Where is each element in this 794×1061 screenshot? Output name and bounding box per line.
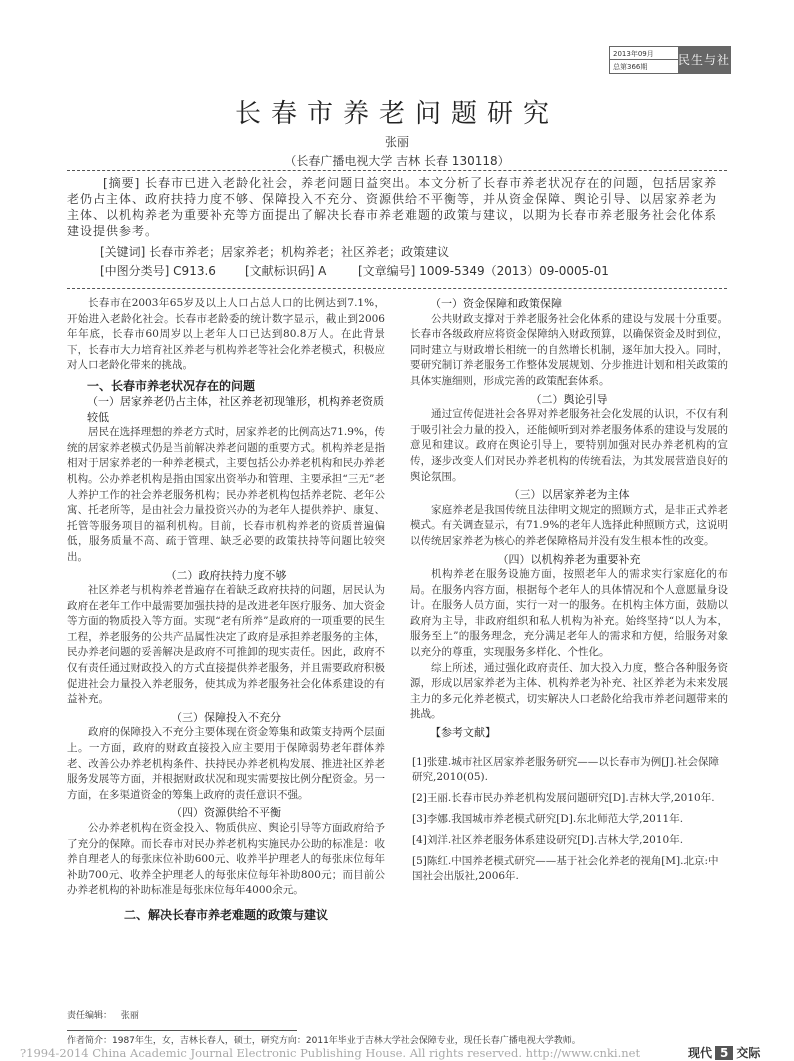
abstract: [摘要] 长春市已进入老龄化社会，养老问题日益突出。本文分析了长春市养老状况存在的问题，包括居家养老仍占主体、政府扶持力度不够、保障投入不充分、资源供给不平衡等，并从资金保障、舆论引导、以居家养老为主体、以机构养老为重要补充等方面提出了解决长春市养老难题的政策与建议，以期为长春市养老服务社会化体系建设提供参考。 — [67, 176, 718, 238]
references-heading: 【参考文献】 — [430, 726, 496, 740]
section2-heading: 二、解决长春市养老难题的政策与建议 — [123, 907, 328, 922]
divider-bottom — [67, 288, 727, 289]
copyright-line: ?1994-2014 China Academic Journal Electronic Publishing House. All rights reserved. http://www.cnki.net — [20, 1046, 641, 1060]
r-sub2-paragraph: 通过宣传促进社会各界对养老服务社会化发展的认识，不仅有利于吸引社会力量的投入，还能倾听到对养老服务体系的建设与发展的意见和建议。政府在舆论引导上，要特别加强对民办养老机构的宣传，逐步改变人们对民办养老机构的传统看法，为其发展营造良好的舆论氛围。 — [410, 408, 728, 483]
article-number: [文章编号] 1009-5349（2013）09-0005-01 — [358, 264, 609, 278]
sub1-heading: （一）居家养老仍占主体，社区养老初现雏形，机构养老资质较低 — [87, 394, 384, 424]
reference-list — [410, 755, 728, 884]
author-affiliation: （长春广播电视大学 吉林 长春 130118） — [284, 154, 510, 168]
sub1-paragraph: 居民在选择理想的养老方式时，居家养老的比例高达71.9%，传统的居家养老模式仍是当前解决养老问题的重要方式。机构养老是指相对于居家养老的一种养老模式，主要包括公办养老机构和民办养老机构。公办养老机构是指由国家出资举办和管理、主要承担“三无”老人养护工作的社会养老服务机构；民办养老机构包括养老院、老年公寓、托老所等，是由社会力量投资兴办的为老年人提供养护、康复、托管等服务项目的福利机构。目前，长春市机构养老的资质普遍偏低，服务质量不高、疏于管理、缺乏必要的政策扶持等问题比较突出。 — [67, 426, 385, 563]
journal-name-right: 交际 — [736, 1046, 761, 1060]
editor-line — [67, 1008, 139, 1021]
classification-code: [中图分类号] C913.6 — [100, 264, 216, 278]
left-column — [67, 296, 385, 923]
document-code: [文献标识码] A — [245, 264, 327, 278]
page-number: 5 — [715, 1046, 733, 1060]
right-column — [410, 296, 728, 884]
sub2-heading: （二）政府扶持力度不够 — [165, 568, 287, 582]
footnote-rule — [67, 1030, 297, 1031]
sub2-paragraph: 社区养老与机构养老普遍存在着缺乏政府扶持的问题，居民认为政府在老年工作中最需要加强扶持的是改进老年医疗服务、加大资金等方面的物质投入等方面。实现“老有所养”是政府的一项重要的民生工程，养老服务的公共产品属性决定了政府是承担养老服务的主体，民办养老问题的妥善解决是政府不可推卸的现实责任。因此，政府不仅有责任通过财政投入的方式直接提供养老服务，并且需要政府积极促进社会力量投入养老服务，使其成为养老服务社会化体系建设的有益补充。 — [67, 584, 385, 706]
reference-item: [3]李娜.我国城市养老模式研究[D].东北师范大学,2011年. — [412, 812, 684, 825]
r-sub3-paragraph: 家庭养老是我国传统且法律明文规定的照顾方式，是非正式养老模式。有关调查显示，有71.9%的老年人选择此种照顾方式，这说明以传统居家养老为核心的养老保障格局并没有发生根本性的改变。 — [410, 503, 728, 547]
sub3-heading: （三）保障投入不充分 — [171, 710, 281, 724]
issue-header-box — [609, 46, 731, 93]
sub3-paragraph: 政府的保障投入不充分主要体现在资金筹集和政策支持两个层面上。一方面，政府的财政直接投入应主要用于保障弱势老年群体养老、改善公办养老机构条件、扶持民办养老机构发展、推进社区养老服务发展等方面，并根据财政状况和现实需要按比例分配资金。另一方面，在多渠道资金的筹集上政府的责任意识不强。 — [67, 726, 385, 801]
r-sub1-paragraph: 公共财政支撑对于养老服务社会化体系的建设与发展十分重要。长春市各级政府应将资金保障纳入财政预算，以确保资金及时到位，同时建立与财政增长相统一的自然增长机制，逐年加大投入。同时，要研究制订养老服务工作整体发展规划、分步推进计划和相关政策的具体实施细则，形成完善的政策配套体系。 — [410, 312, 728, 387]
intro-paragraph: 长春市在2003年65岁及以上人口占总人口的比例达到7.1%，开始进入老龄化社会。长春市老龄委的统计数字显示，截止到2006年年底，长春市60周岁以上老年人口已达到80.8万人。在此背景下，长春市大力培育社区养老与机构养老等社会化养老模式，积极应对人口老龄化带来的挑战。 — [67, 297, 385, 372]
reference-item: [4]刘洋.社区养老服务体系建设研究[D].吉林大学,2010年. — [412, 833, 684, 846]
journal-name-left: 现代 — [688, 1046, 713, 1060]
r-sub2-heading: （二）舆论引导 — [530, 392, 608, 406]
article-title: 长春市养老问题研究 — [234, 99, 559, 129]
r-sub4-paragraph: 机构养老在服务设施方面，按照老年人的需求实行家庭化的布局。在服务内容方面，根据每个老年人的具体情况和个人意愿量身设计。在服务人员方面，实行一对一的服务。在机构主体方面，鼓励以政府为主导，非政府组织和私人机构为补充。始终坚持“以人为本，服务至上”的服务理念，充分满足老年人的需求和方便，给服务对象以充分的尊重，实现服务多样化、个性化。 — [410, 568, 728, 659]
sub4-heading: （四）资源供给不平衡 — [171, 806, 281, 820]
editor-name: 张丽 — [120, 1011, 139, 1021]
conclusion-paragraph: 综上所述，通过强化政府责任、加大投入力度，整合各种服务资源，形成以居家养老为主体、机构养老为补充、社区养老为未来发展主力的多元化养老模式，切实解决人口老龄化给我市养老问题带来的挑战。 — [410, 661, 728, 721]
keywords: [关键词] 长春市养老；居家养老；机构养老；社区养老；政策建议 — [100, 245, 450, 259]
reference-item: [2]王丽.长春市民办养老机构发展问题研究[D].吉林大学,2010年. — [412, 791, 715, 804]
r-sub4-heading: （四）以机构养老为重要补充 — [497, 552, 641, 566]
editor-label: 责任编辑： — [67, 1011, 113, 1021]
article-author: 张丽 — [384, 135, 409, 149]
section1-heading: 一、长春市养老状况存在的问题 — [87, 378, 256, 393]
column-tag: 民生与社会 — [678, 47, 730, 73]
issue-date: 2013年09月 — [613, 50, 654, 58]
page-number-block — [688, 1044, 760, 1061]
reference-item: [1]张建.城市社区居家养老服务研究——以长春市为例[J].社会保障研究,2010(05). — [412, 755, 719, 783]
r-sub3-heading: （三）以居家养老为主体 — [508, 488, 630, 502]
divider-top — [67, 170, 727, 171]
r-sub1-heading: （一）资金保障和政策保障 — [430, 297, 562, 310]
reference-item: [5]陈红.中国养老模式研究——基于社会化养老的视角[M].北京:中国社会出版社,2006年. — [412, 854, 719, 882]
issue-volume: 总第366期 — [613, 63, 648, 71]
sub4-paragraph: 公办养老机构在资金投入、物质供应、舆论引导等方面政府给予了充分的保障。而长春市对民办养老机构实施民办公助的标准是：收养自理老人的每张床位补助600元、收养半护理老人的每张床位每年补助700元、收养全护理老人的每张床位每年补助800元；而目前公办养老机构的补助标准是每张床位每年4000余元。 — [67, 822, 385, 897]
author-bio: 作者简介：1987年生，女，吉林长春人，硕士，研究方向：2011年毕业于吉林大学社会保障专业，现任长春广播电视大学教师。 — [67, 1036, 581, 1046]
